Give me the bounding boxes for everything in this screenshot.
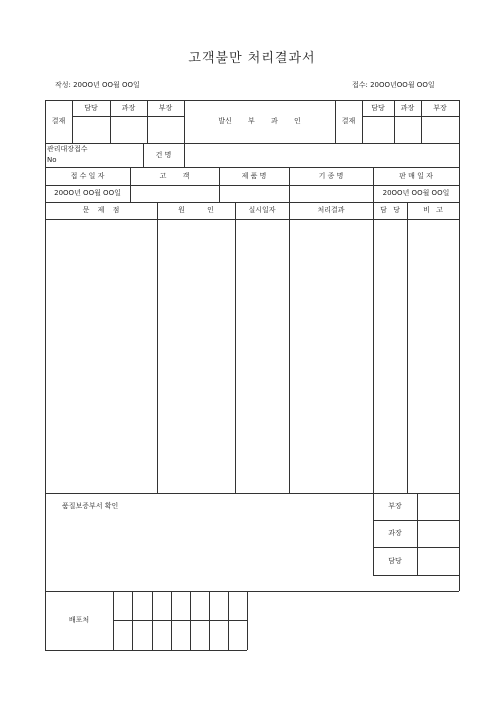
row-header: 제 품 명 bbox=[241, 172, 267, 180]
qa-role: 부장 bbox=[388, 502, 402, 510]
approval-right-col: 부장 bbox=[433, 104, 447, 112]
subject-label: 건 명 bbox=[155, 151, 172, 159]
table-header: 비 고 bbox=[423, 206, 443, 214]
approval-left-col: 담당 bbox=[84, 104, 98, 112]
receipt-date-value: 20OO년 OO월 OO일 bbox=[54, 189, 121, 197]
approval-right-label: 결재 bbox=[341, 117, 356, 125]
registry-no: No bbox=[47, 156, 57, 164]
qa-role: 과장 bbox=[388, 529, 402, 537]
sale-date-value: 20OO년 OO월 OO일 bbox=[382, 189, 450, 197]
page-title: 고객불만 처리결과서 bbox=[188, 51, 316, 66]
approval-left-col: 과장 bbox=[121, 104, 136, 112]
approval-right-col: 담당 bbox=[371, 104, 385, 112]
approval-right-col: 과장 bbox=[400, 104, 415, 112]
sender-label: 발신 부 과 인 bbox=[218, 117, 301, 125]
row-header: 고 객 bbox=[159, 172, 190, 180]
qa-label: 품질보증부서 확인 bbox=[62, 502, 119, 510]
table-header: 원 인 bbox=[178, 206, 214, 214]
written-date: 작성: 20OO년 OO월 OO일 bbox=[55, 81, 140, 89]
table-header: 담 당 bbox=[380, 206, 400, 214]
table-header: 실시일자 bbox=[248, 206, 276, 214]
row-header: 기 종 명 bbox=[318, 172, 344, 180]
row-header: 판 매 일 자 bbox=[399, 172, 433, 180]
approval-left-label: 결재 bbox=[51, 117, 66, 125]
approval-left-col: 부장 bbox=[158, 104, 173, 112]
received-date: 접수: 20OO년OO월 OO일 bbox=[352, 81, 435, 89]
qa-role: 담당 bbox=[388, 557, 402, 565]
distribution-label: 배포처 bbox=[68, 616, 90, 624]
registry-label: 관리대장접수 bbox=[47, 145, 88, 153]
table-header: 문 제 점 bbox=[82, 206, 120, 214]
row-header: 접 수 일 자 bbox=[70, 172, 105, 180]
table-header: 처리결과 bbox=[317, 206, 345, 214]
